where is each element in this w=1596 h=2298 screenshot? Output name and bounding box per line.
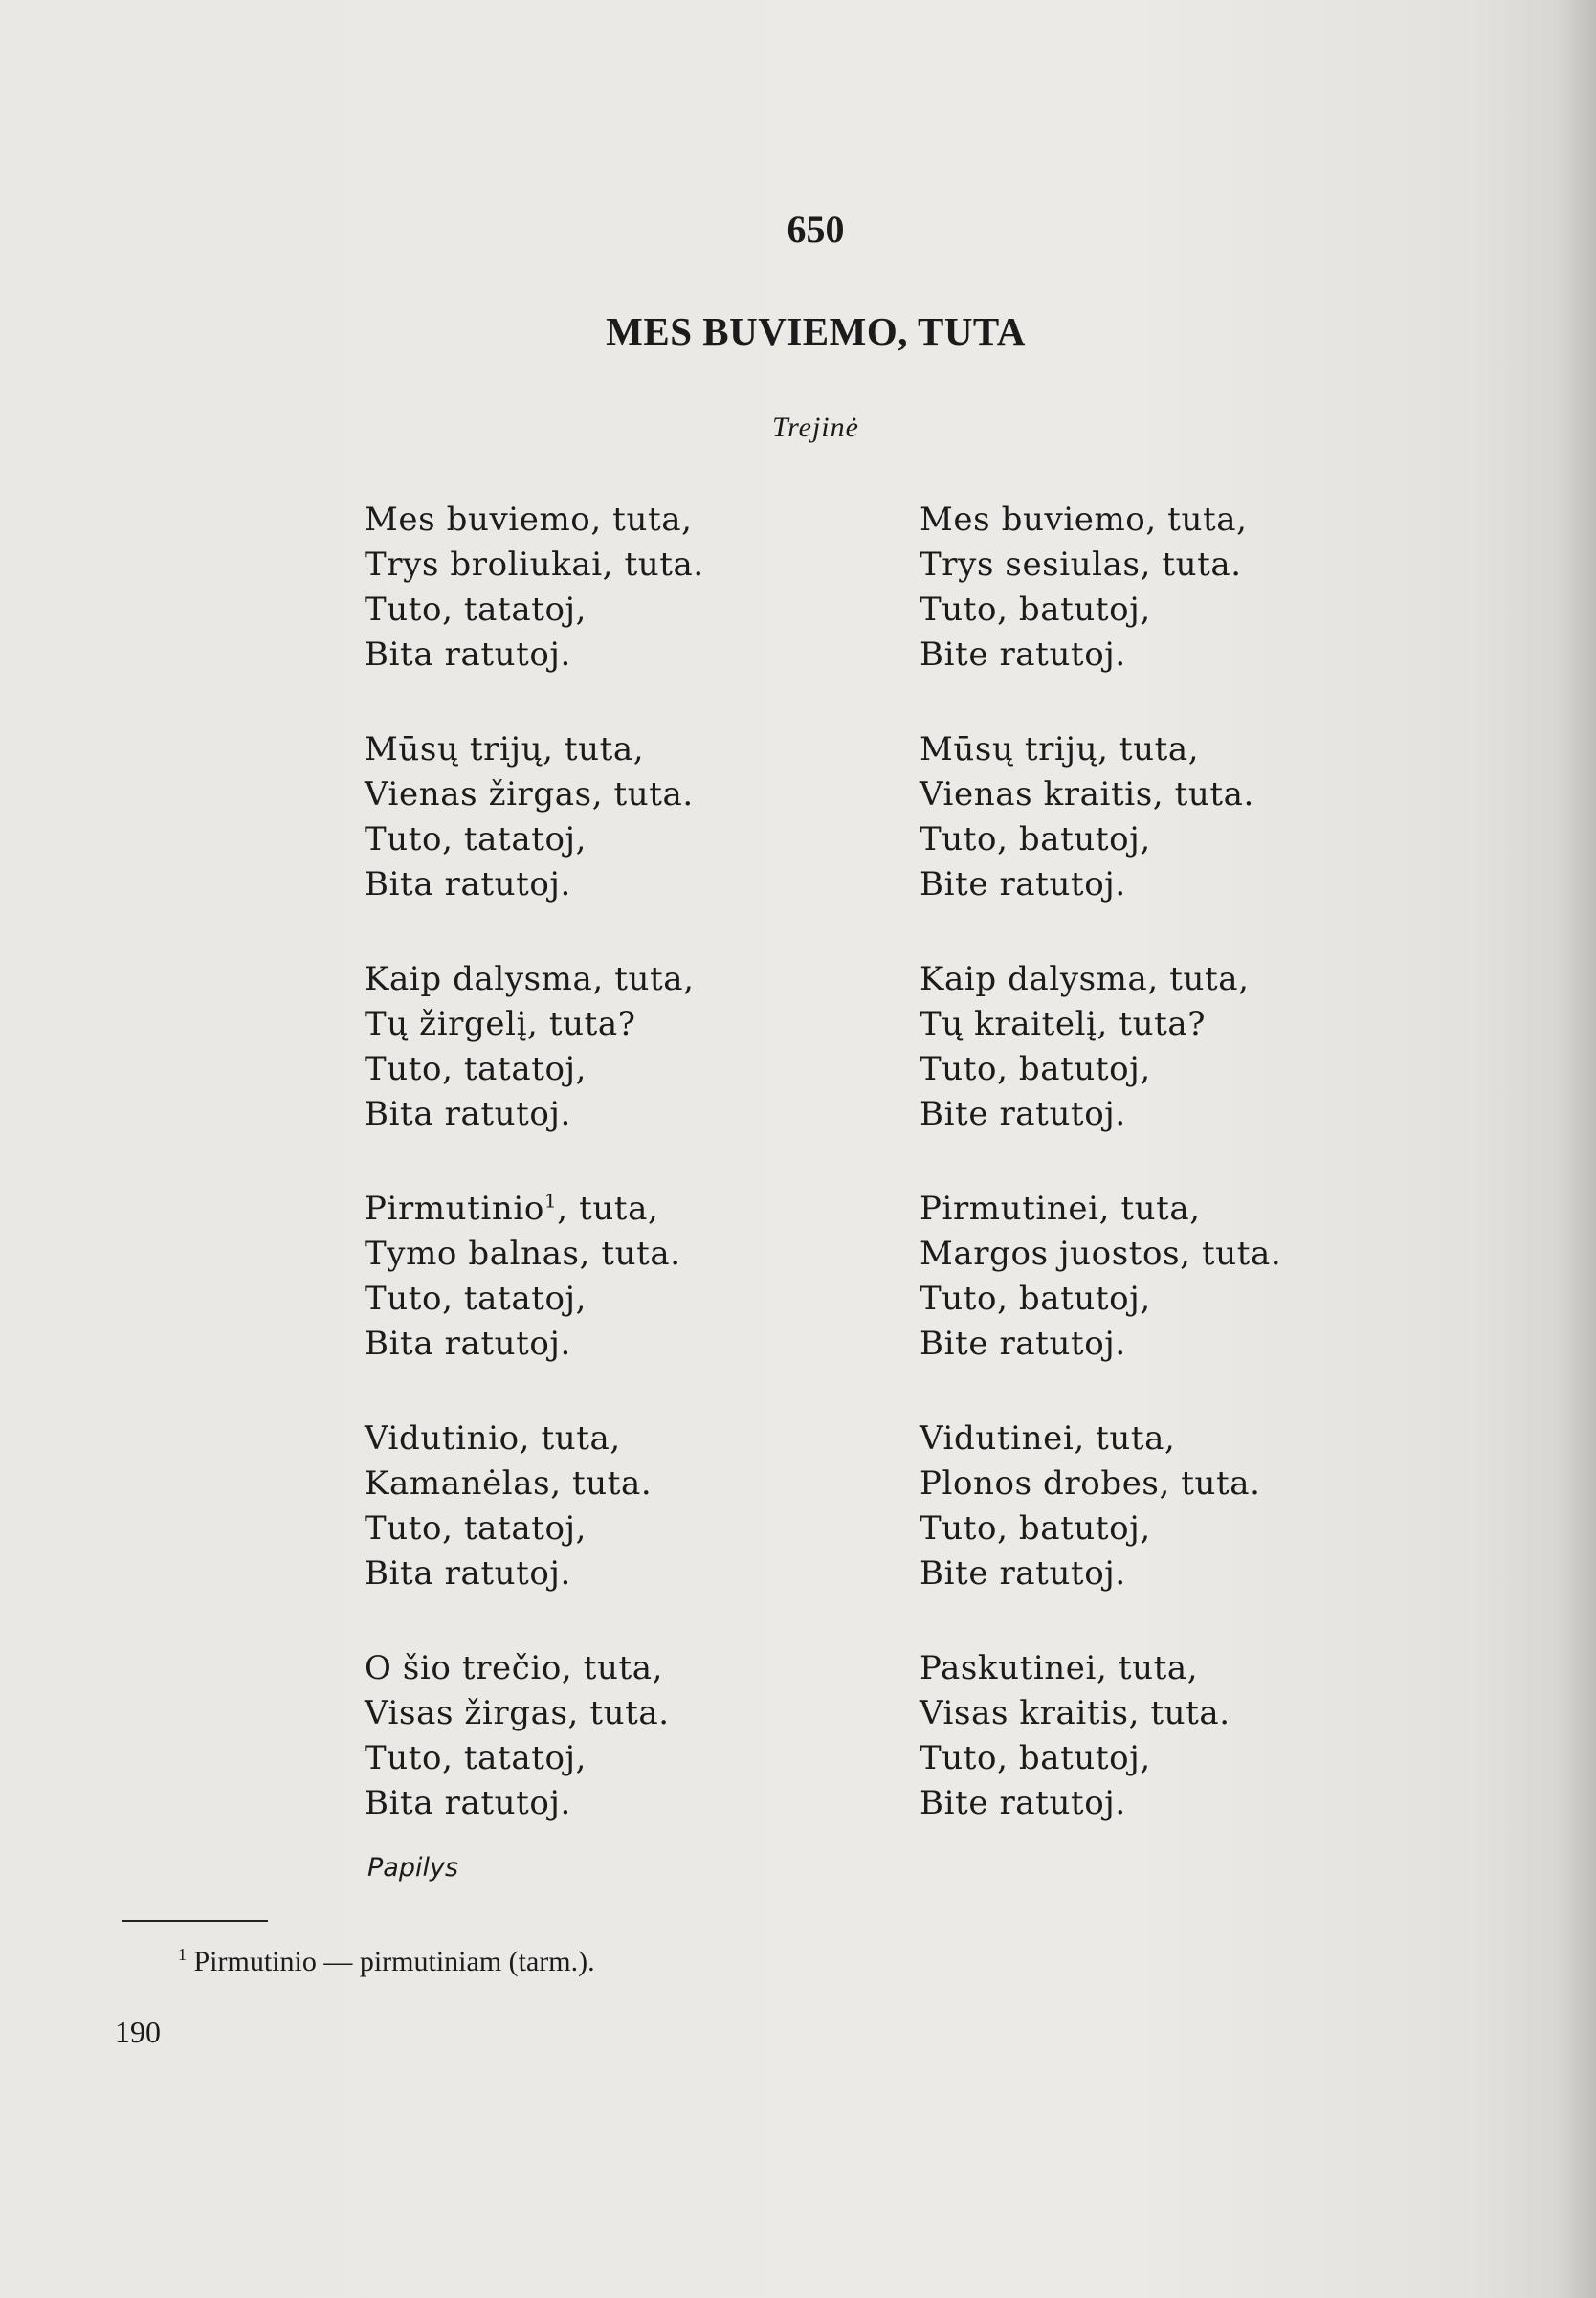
footnote bbox=[178, 1945, 595, 1978]
verse-line: Tuto, tatatoj, bbox=[365, 820, 587, 859]
left-verse-column bbox=[365, 498, 704, 1876]
verse-line: Margos juostos, tuta. bbox=[920, 1235, 1282, 1273]
verse-word: , tuta, bbox=[557, 1190, 659, 1228]
verse-line: Mes buviemo, tuta, bbox=[920, 501, 1248, 539]
stanza bbox=[920, 498, 1281, 727]
right-verse-column bbox=[920, 498, 1281, 1876]
verse-line: Plonos drobes, tuta. bbox=[920, 1464, 1261, 1503]
verse-line: Mūsų trijų, tuta, bbox=[920, 730, 1200, 769]
stanza bbox=[920, 1417, 1281, 1646]
stanza bbox=[920, 1187, 1281, 1417]
stanza bbox=[365, 1187, 704, 1417]
verse-line: Tuto, batutoj, bbox=[920, 1280, 1151, 1318]
stanza bbox=[365, 498, 704, 727]
verse-line: Vidutinio, tuta, bbox=[365, 1419, 621, 1458]
stanza bbox=[920, 1646, 1281, 1876]
verse-line: Vienas kraitis, tuta. bbox=[920, 775, 1254, 814]
verse-line: Bite ratutoj. bbox=[920, 1095, 1126, 1133]
verse-line: Bita ratutoj. bbox=[365, 1554, 571, 1593]
verse-line: O šio trečio, tuta, bbox=[365, 1649, 664, 1687]
footnote-reference: 1 bbox=[543, 1189, 558, 1213]
verse-line: Bita ratutoj. bbox=[365, 865, 571, 904]
footnote-marker: 1 bbox=[178, 1945, 187, 1964]
verse-line: Kaip dalysma, tuta, bbox=[920, 960, 1250, 998]
stanza bbox=[920, 727, 1281, 957]
verse-line: Bite ratutoj. bbox=[920, 1554, 1126, 1593]
verse-line: Bite ratutoj. bbox=[920, 1784, 1126, 1822]
verse-line: Tų kraitelį, tuta? bbox=[920, 1005, 1207, 1043]
verse-line: Visas kraitis, tuta. bbox=[920, 1694, 1230, 1732]
verse-line: Tuto, batutoj, bbox=[920, 1509, 1151, 1548]
verse-line: Tų žirgelį, tuta? bbox=[365, 1005, 636, 1043]
song-genre: Trejinė bbox=[772, 412, 859, 443]
verse-line: Vienas žirgas, tuta. bbox=[365, 775, 694, 814]
verse-line: Bite ratutoj. bbox=[920, 1325, 1126, 1363]
page-number: 190 bbox=[115, 2015, 161, 2049]
song-number: 650 bbox=[787, 208, 845, 251]
verse-line: Tuto, batutoj, bbox=[920, 820, 1151, 859]
verse-line: Mes buviemo, tuta, bbox=[365, 501, 693, 539]
stanza bbox=[365, 727, 704, 957]
verse-line: Tuto, batutoj, bbox=[920, 1050, 1151, 1088]
verse-word: Pirmutinio bbox=[365, 1190, 544, 1228]
verse-line: Vidutinei, tuta, bbox=[920, 1419, 1176, 1458]
verse-line: Trys broliukai, tuta. bbox=[365, 546, 704, 584]
verse-line: Kaip dalysma, tuta, bbox=[365, 960, 695, 998]
verse-line: Tuto, tatatoj, bbox=[365, 1280, 587, 1318]
stanza bbox=[365, 1417, 704, 1646]
verse-line: Trys sesiulas, tuta. bbox=[920, 546, 1242, 584]
verse-line: Kamanėlas, tuta. bbox=[365, 1464, 653, 1503]
verse-line: Bita ratutoj. bbox=[365, 636, 571, 674]
verse-line: Visas žirgas, tuta. bbox=[365, 1694, 670, 1732]
verse-line: Bita ratutoj. bbox=[365, 1325, 571, 1363]
verse-line: Tuto, tatatoj, bbox=[365, 1509, 587, 1548]
verse-line: Tuto, tatatoj, bbox=[365, 1739, 587, 1777]
verse-line: Paskutinei, tuta, bbox=[920, 1649, 1199, 1687]
verse-line: Bita ratutoj. bbox=[365, 1095, 571, 1133]
footnote-divider bbox=[122, 1920, 268, 1922]
stanza bbox=[365, 957, 704, 1187]
verse-line-with-footnote bbox=[365, 1187, 704, 1232]
song-title: MES BUVIEMO, TUTA bbox=[606, 309, 1026, 353]
verse-line: Bite ratutoj. bbox=[920, 636, 1126, 674]
verse-line: Mūsų trijų, tuta, bbox=[365, 730, 645, 769]
stanza bbox=[920, 957, 1281, 1187]
verse-line: Tymo balnas, tuta. bbox=[365, 1235, 681, 1273]
page-edge-shadow bbox=[1558, 0, 1596, 2298]
recording-place: Papilys bbox=[367, 1853, 459, 1883]
verse-line: Tuto, tatatoj, bbox=[365, 591, 587, 629]
verse-line: Tuto, batutoj, bbox=[920, 1739, 1151, 1777]
verse-line: Tuto, tatatoj, bbox=[365, 1050, 587, 1088]
verse-line: Tuto, batutoj, bbox=[920, 591, 1151, 629]
verse-line: Bite ratutoj. bbox=[920, 865, 1126, 904]
stanza bbox=[365, 1646, 704, 1876]
verse-line: Bita ratutoj. bbox=[365, 1784, 571, 1822]
verse-line: Pirmutinei, tuta, bbox=[920, 1190, 1201, 1228]
footnote-text: Pirmutinio — pirmutiniam (tarm.). bbox=[193, 1946, 595, 1977]
